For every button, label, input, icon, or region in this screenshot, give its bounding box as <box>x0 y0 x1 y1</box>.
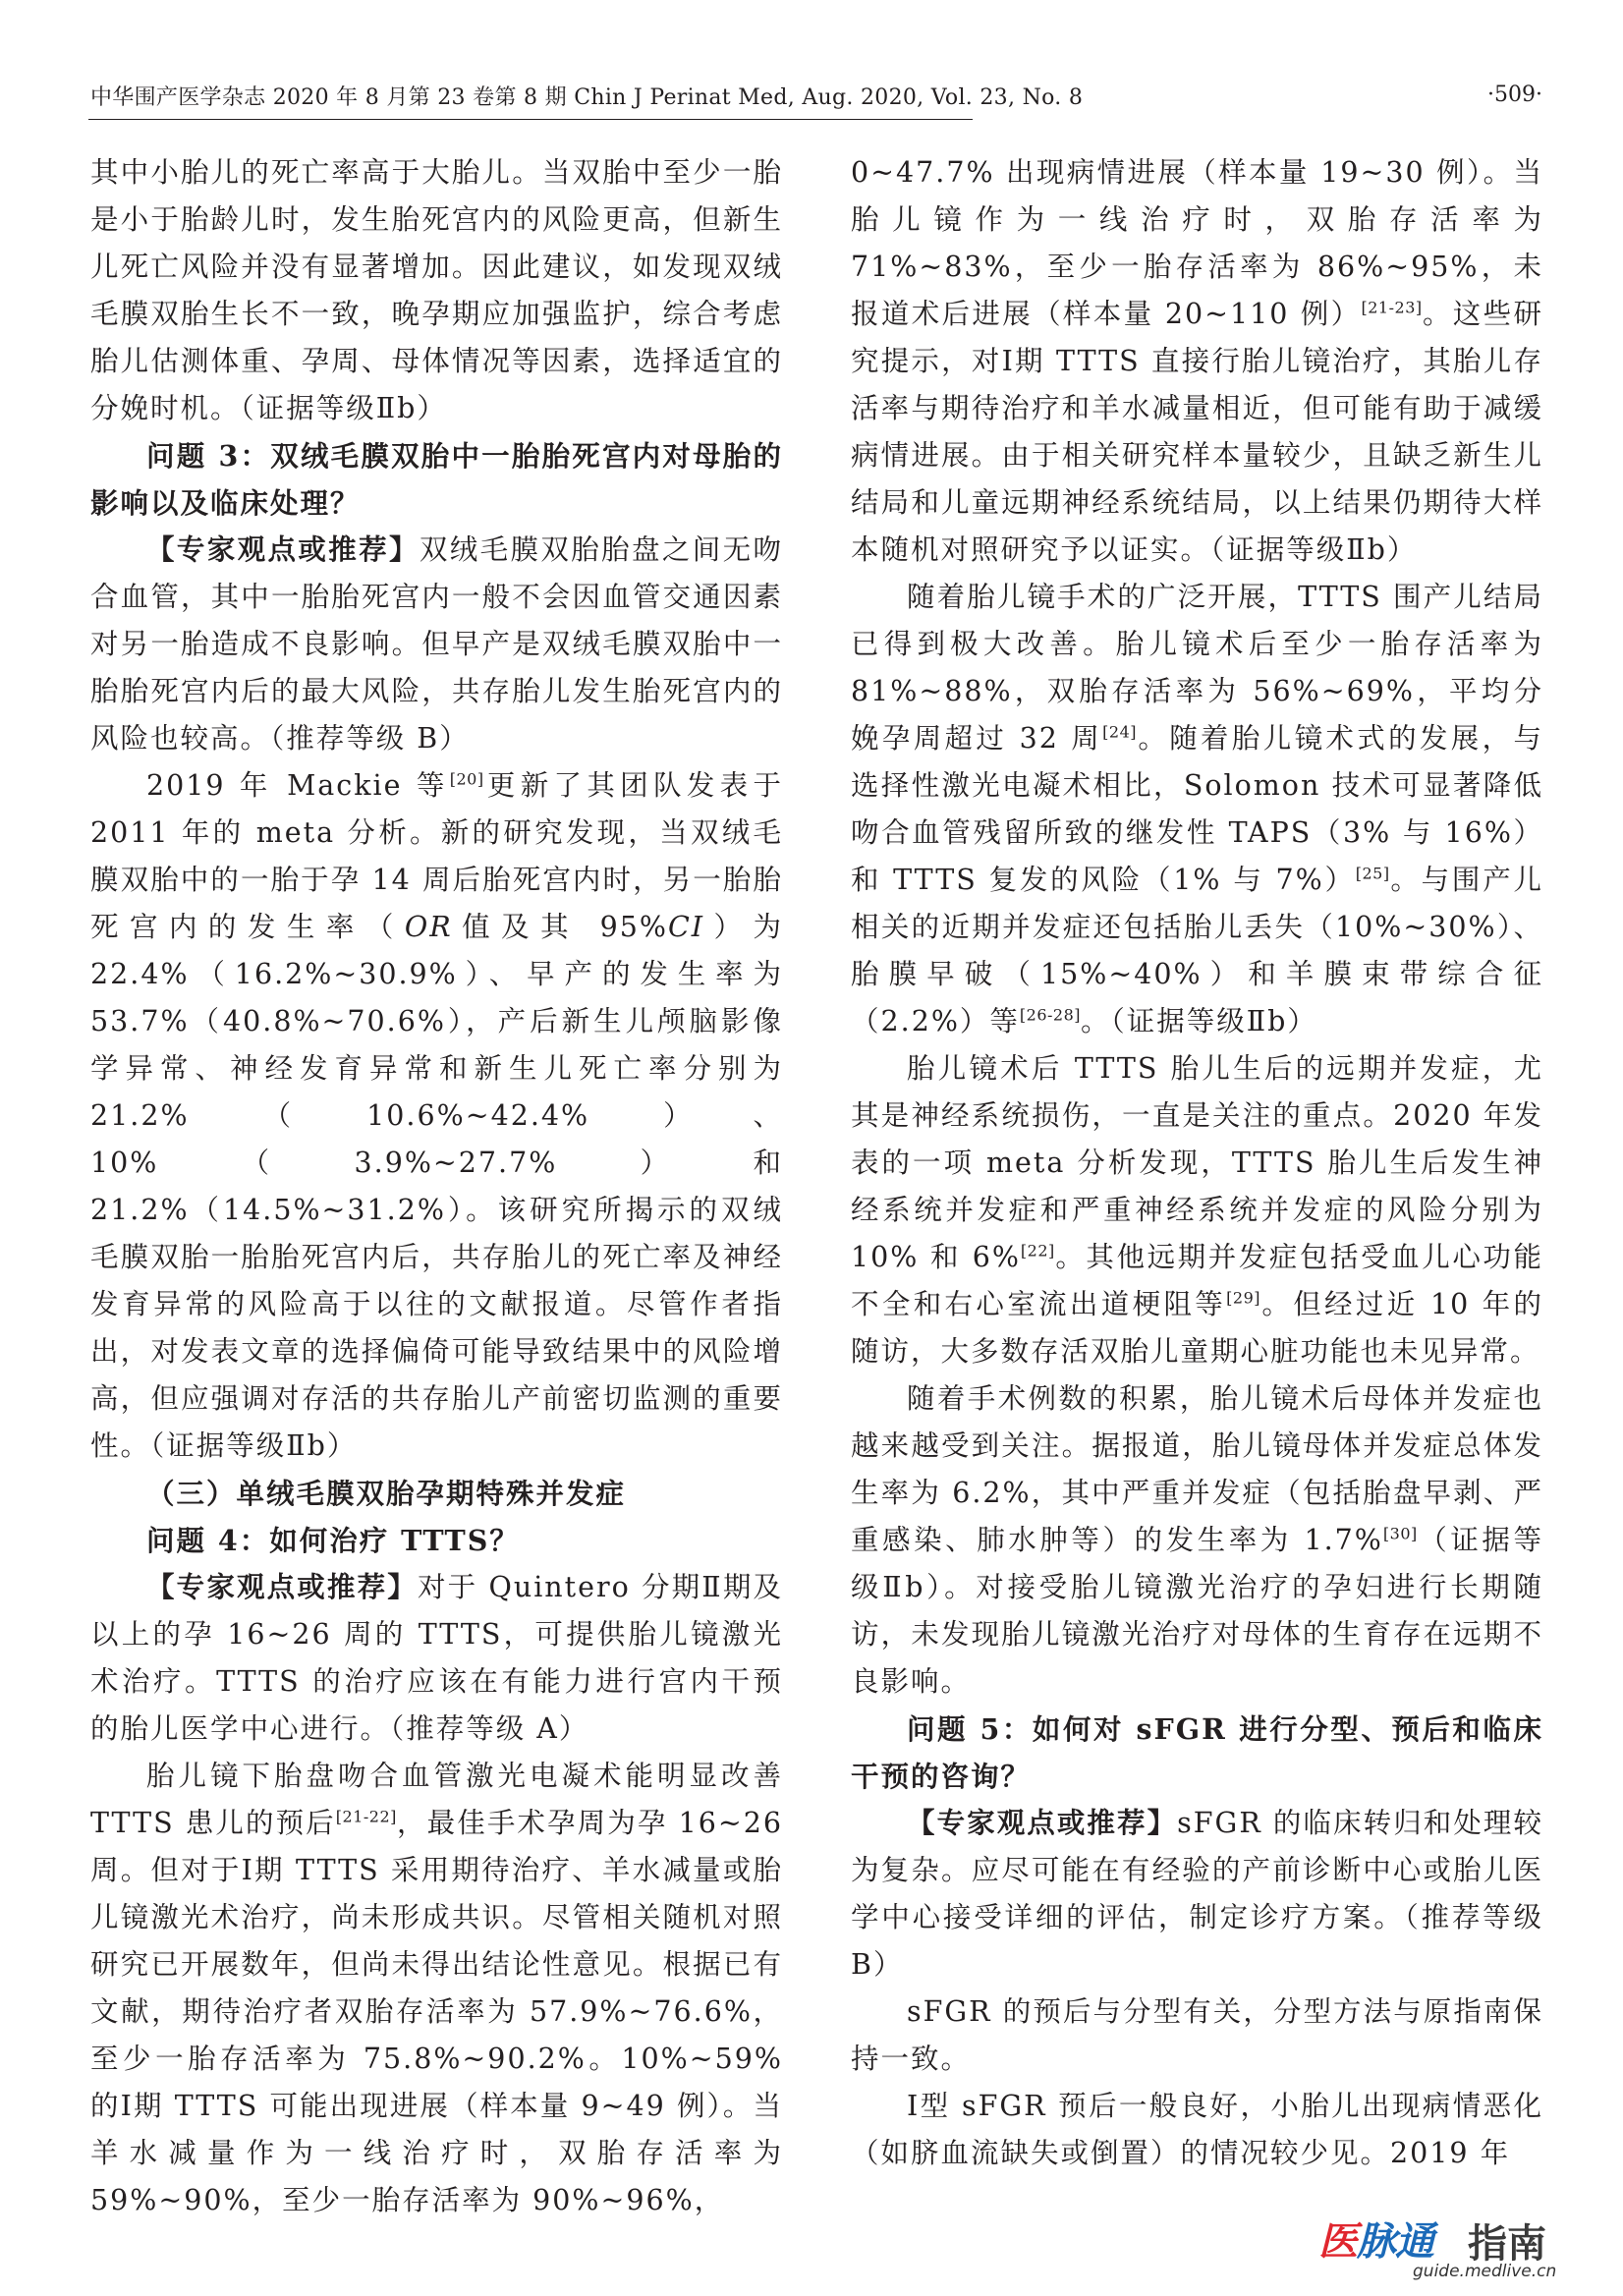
paragraph: 0~47.7% 出现病情进展（样本量 19~30 例）。当胎儿镜作为一线治疗时，双胎存活率为 71%~83%，至少一胎存活率为 86%~95%，未报道术后进展（样本量 20~110 例）[21-23]。这些研究提示，对Ⅰ期 TTTS 直接行胎儿镜治疗，其胎儿存活率与期待治疗和羊水减量相近，但可能有助于减缓病情进展。由于相关研究样本量较少，且缺乏新生儿结局和儿童远期神经系统结局，以上结果仍期待大样本随机对照研究予以证实。（证据等级Ⅱb） <box>851 156 1543 566</box>
section-heading: （三）单绒毛膜双胎孕期特殊并发症 <box>146 1477 627 1510</box>
paragraph: sFGR 的预后与分型有关，分型方法与原指南保持一致。 <box>851 1995 1543 2075</box>
paragraph: 【专家观点或推荐】双绒毛膜双胎胎盘之间无吻合血管，其中一胎胎死宫内一般不会因血管交通因素对另一胎造成不良影响。但早产是双绒毛膜双胎中一胎胎死宫内后的最大风险，共存胎儿发生胎死宫内的风险也较高。（推荐等级 B） <box>90 533 783 755</box>
paragraph: 随着手术例数的积累，胎儿镜术后母体并发症也越来越受到关注。据报道，胎儿镜母体并发症总体发生率为 6.2%，其中严重并发症（包括胎盘早剥、严重感染、肺水肿等）的发生率为 1.7%[30]（证据等级Ⅱb）。对接受胎儿镜激光治疗的孕妇进行长期随访，未发现胎儿镜激光治疗对母体的生育存在远期不良影响。 <box>851 1382 1543 1698</box>
left-column <box>90 149 783 2224</box>
paragraph: 2019 年 Mackie 等[20]更新了其团队发表于 2011 年的 meta 分析。新的研究发现，当双绒毛膜双胎中的一胎于孕 14 周后胎死宫内时，另一胎胎死宫内的发生率（OR值及其 95%CI）为 22.4%（16.2%~30.9%）、早产的发生率为 53.7%（40.8%~70.6%），产后新生儿颅脑影像学异常、神经发育异常和新生儿死亡率分别为 21.2%（10.6%~42.4%）、10%（3.9%~27.7%）和 21.2%（14.5%~31.2%）。该研究所揭示的双绒毛膜双胎一胎胎死宫内后，共存胎儿的死亡率及神经发育异常的风险高于以往的文献报道。尽管作者指出，对发表文章的选择偏倚可能导致结果中的风险增高，但应强调对存活的共存胎儿产前密切监测的重要性。（证据等级Ⅱb） <box>90 769 783 1462</box>
recommendation-label: 【专家观点或推荐】 <box>146 1571 418 1603</box>
citation: [24] <box>1102 722 1137 742</box>
paragraph: 【专家观点或推荐】对于 Quintero 分期Ⅱ期及以上的孕 16~26 周的 TTTS，可提供胎儿镜激光术治疗。TTTS 的治疗应该在有能力进行宫内干预的胎儿医学中心进行。（推荐等级 A） <box>90 1571 783 1745</box>
guide-label: 指南 <box>1468 2221 1546 2267</box>
page-number: ·509· <box>1487 83 1542 107</box>
journal-header: 中华围产医学杂志 2020 年 8 月第 23 卷第 8 期 Chin J Perinat Med, Aug. 2020, Vol. 23, No. 8 <box>90 85 1084 110</box>
citation: [29] <box>1226 1288 1260 1308</box>
right-column <box>851 149 1543 2177</box>
citation: [21-22] <box>335 1807 397 1826</box>
header-rule <box>88 119 973 120</box>
recommendation-label: 【专家观点或推荐】 <box>146 533 420 566</box>
paragraph: 随着胎儿镜手术的广泛开展，TTTS 围产儿结局已得到极大改善。胎儿镜术后至少一胎存活率为 81%~88%，双胎存活率为 56%~69%，平均分娩孕周超过 32 周[24]。随着胎儿镜术式的发展，与选择性激光电凝术相比，Solomon 技术可显著降低吻合血管残留所致的继发性 TAPS（3% 与 16%）和 TTTS 复发的风险（1% 与 7%）[25]。与围产儿相关的近期并发症还包括胎儿丢失（10%~30%）、胎膜早破（15%~40%）和羊膜束带综合征（2.2%）等[26-28]。（证据等级Ⅱb） <box>851 581 1543 1037</box>
recommendation-label: 【专家观点或推荐】 <box>907 1807 1178 1839</box>
paragraph: 其中小胎儿的死亡率高于大胎儿。当双胎中至少一胎是小于胎龄儿时，发生胎死宫内的风险更高，但新生儿死亡风险并没有显著增加。因此建议，如发现双绒毛膜双胎生长不一致，晚孕期应加强监护，综合考虑胎儿估测体重、孕周、母体情况等因素，选择适宜的分娩时机。（证据等级Ⅱb） <box>90 156 783 424</box>
question-5-heading: 问题 5：如何对 sFGR 进行分型、预后和临床干预的咨询？ <box>851 1712 1543 1793</box>
question-3-heading: 问题 3：双绒毛膜双胎中一胎胎死宫内对母胎的影响以及临床处理？ <box>90 439 783 520</box>
paragraph: 胎儿镜术后 TTTS 胎儿生后的远期并发症，尤其是神经系统损伤，一直是关注的重点。2020 年发表的一项 meta 分析发现，TTTS 胎儿生后发生神经系统并发症和严重神经系统并发症的风险分别为 10% 和 6%[22]。其他远期并发症包括受血儿心功能不全和右心室流出道梗阻等[29]。但经过近 10 年的随访，大多数存活双胎儿童期心脏功能也未见异常。 <box>851 1052 1543 1368</box>
citation: [30] <box>1382 1524 1418 1543</box>
paragraph: 【专家观点或推荐】sFGR 的临床转归和处理较为复杂。应尽可能在有经验的产前诊断中心或胎儿医学中心接受详细的评估，制定诊疗方案。（推荐等级 B） <box>851 1807 1543 1981</box>
medlive-logo: 医脉通 <box>1318 2219 1433 2265</box>
citation: [25] <box>1355 864 1390 883</box>
citation: [20] <box>449 769 484 789</box>
citation: [22] <box>1020 1241 1055 1260</box>
paragraph: 胎儿镜下胎盘吻合血管激光电凝术能明显改善 TTTS 患儿的预后[21-22]，最佳手术孕周为孕 16~26 周。但对于Ⅰ期 TTTS 采用期待治疗、羊水减量或胎儿镜激光术治疗，尚未形成共识。尽管相关随机对照研究已开展数年，但尚未得出结论性意见。根据已有文献，期待治疗者双胎存活率为 57.9%~76.6%，至少一胎存活率为 75.8%~90.2%。10%~59% 的Ⅰ期 TTTS 可能出现进展（样本量 9~49 例）。当羊水减量作为一线治疗时，双胎存活率为 59%~90%，至少一胎存活率为 90%~96%， <box>90 1760 783 2216</box>
citation: [21-23] <box>1361 298 1423 317</box>
watermark-url: guide.medlive.cn <box>1413 2262 1557 2281</box>
paragraph: Ⅰ型 sFGR 预后一般良好，小胎儿出现病情恶化（如脐血流缺失或倒置）的情况较少见。2019 年 <box>851 2090 1543 2169</box>
question-4-heading: 问题 4：如何治疗 TTTS？ <box>146 1524 520 1557</box>
citation: [26-28] <box>1019 1005 1082 1025</box>
medlive-watermark <box>1318 2211 1564 2287</box>
